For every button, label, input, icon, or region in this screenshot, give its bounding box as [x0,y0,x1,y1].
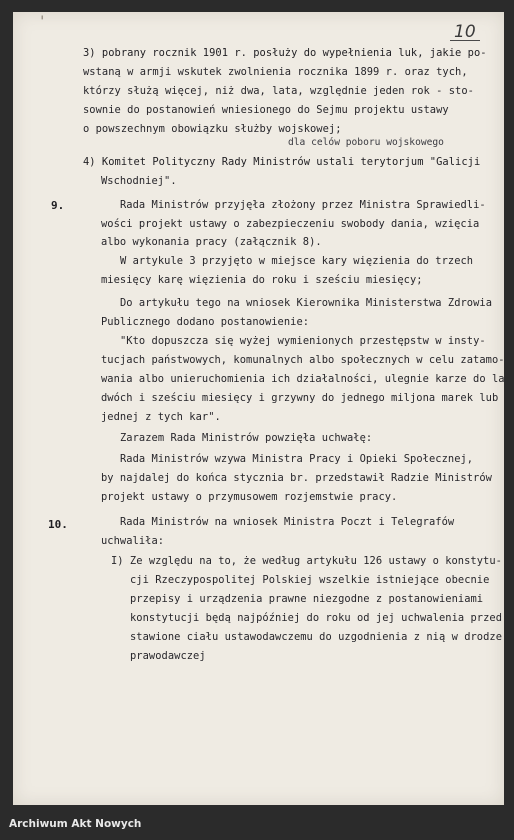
text-line: sownie do postanowień wniesionego do Sejmu projektu ustawy [83,104,449,116]
text-line: Rada Ministrów wzywa Ministra Pracy i Opieki Społecznej, [120,453,474,465]
text-line: prawodawczej [130,650,206,662]
text-line: Do artykułu tego na wniosek Kierownika Ministerstwa Zdrowia [120,297,493,309]
archive-name: Archiwum Akt Nowych [9,818,142,830]
text-line: "Kto dopuszcza się wyżej wymienionych przestępstw w insty- [120,335,486,347]
text-line: przepisy i urządzenia prawne niezgodne z postanowieniami [130,593,484,605]
text-line: wości projekt ustawy o zabezpieczeniu swobody dania, wzięcia [101,218,480,230]
text-line: konstytucji będą najpóźniej do roku od jej uchwalenia przed [130,612,503,624]
inserted-note: dla celów poboru wojskowego [288,137,444,148]
text-line: wania albo unieruchomienia ich działalności, ulegnie karze do la [101,373,505,385]
text-line: I) Ze względu na to, że według artykułu 126 ustawy o konstytu- [111,555,502,567]
text-line: tucjach państwowych, komunalnych albo społecznych w celu zatamo- [101,354,505,366]
text-line: Rada Ministrów na wniosek Ministra Poczt i Telegrafów [120,516,455,528]
archive-footer [0,806,514,840]
text-line: cji Rzeczypospolitej Polskiej wszelkie istniejące obecnie [130,574,490,586]
text-line: Rada Ministrów przyjęła złożony przez Ministra Sprawiedli- [120,199,486,211]
text-line: stawione ciału ustawodawczemu do uzgodnienia z nią w drodze [130,631,503,643]
document-page [13,12,504,805]
text-line: albo wykonania pracy (załącznik 8). [101,236,322,248]
text-line: uchwaliła: [101,535,165,547]
text-line: miesięcy karę więzienia do roku i sześciu miesięcy; [101,274,423,286]
item-number-9: 9. [51,199,65,212]
text-line: Wschodniej". [101,175,177,187]
text-line: 3) pobrany rocznik 1901 r. posłuży do wypełnienia luk, jakie po- [83,47,487,59]
corner-mark: ' [38,14,47,30]
text-line: którzy służą więcej, niż dwa, lata, względnie jeden rok - sto- [83,85,474,97]
text-line: jednej z tych kar". [101,411,221,423]
text-line: Zarazem Rada Ministrów powzięła uchwałę: [120,432,373,444]
text-line: 4) Komitet Polityczny Rady Ministrów ustali terytorjum "Galicji [83,156,481,168]
page-number: 10 [454,22,476,42]
text-line: projekt ustawy o przymusowem rozjemstwie pracy. [101,491,398,503]
text-line: Publicznego dodano postanowienie: [101,316,310,328]
text-line: wstaną w armji wskutek zwolnienia rocznika 1899 r. oraz tych, [83,66,468,78]
text-line: o powszechnym obowiązku służby wojskowej; [83,123,342,135]
text-line: by najdalej do końca stycznia br. przedstawił Radzie Ministrów [101,472,492,484]
text-line: W artykule 3 przyjęto w miejsce kary więzienia do trzech [120,255,474,267]
item-number-10: 10. [48,518,68,531]
text-line: dwóch i sześciu miesięcy i grzywny do jednego miljona marek lub [101,392,499,404]
